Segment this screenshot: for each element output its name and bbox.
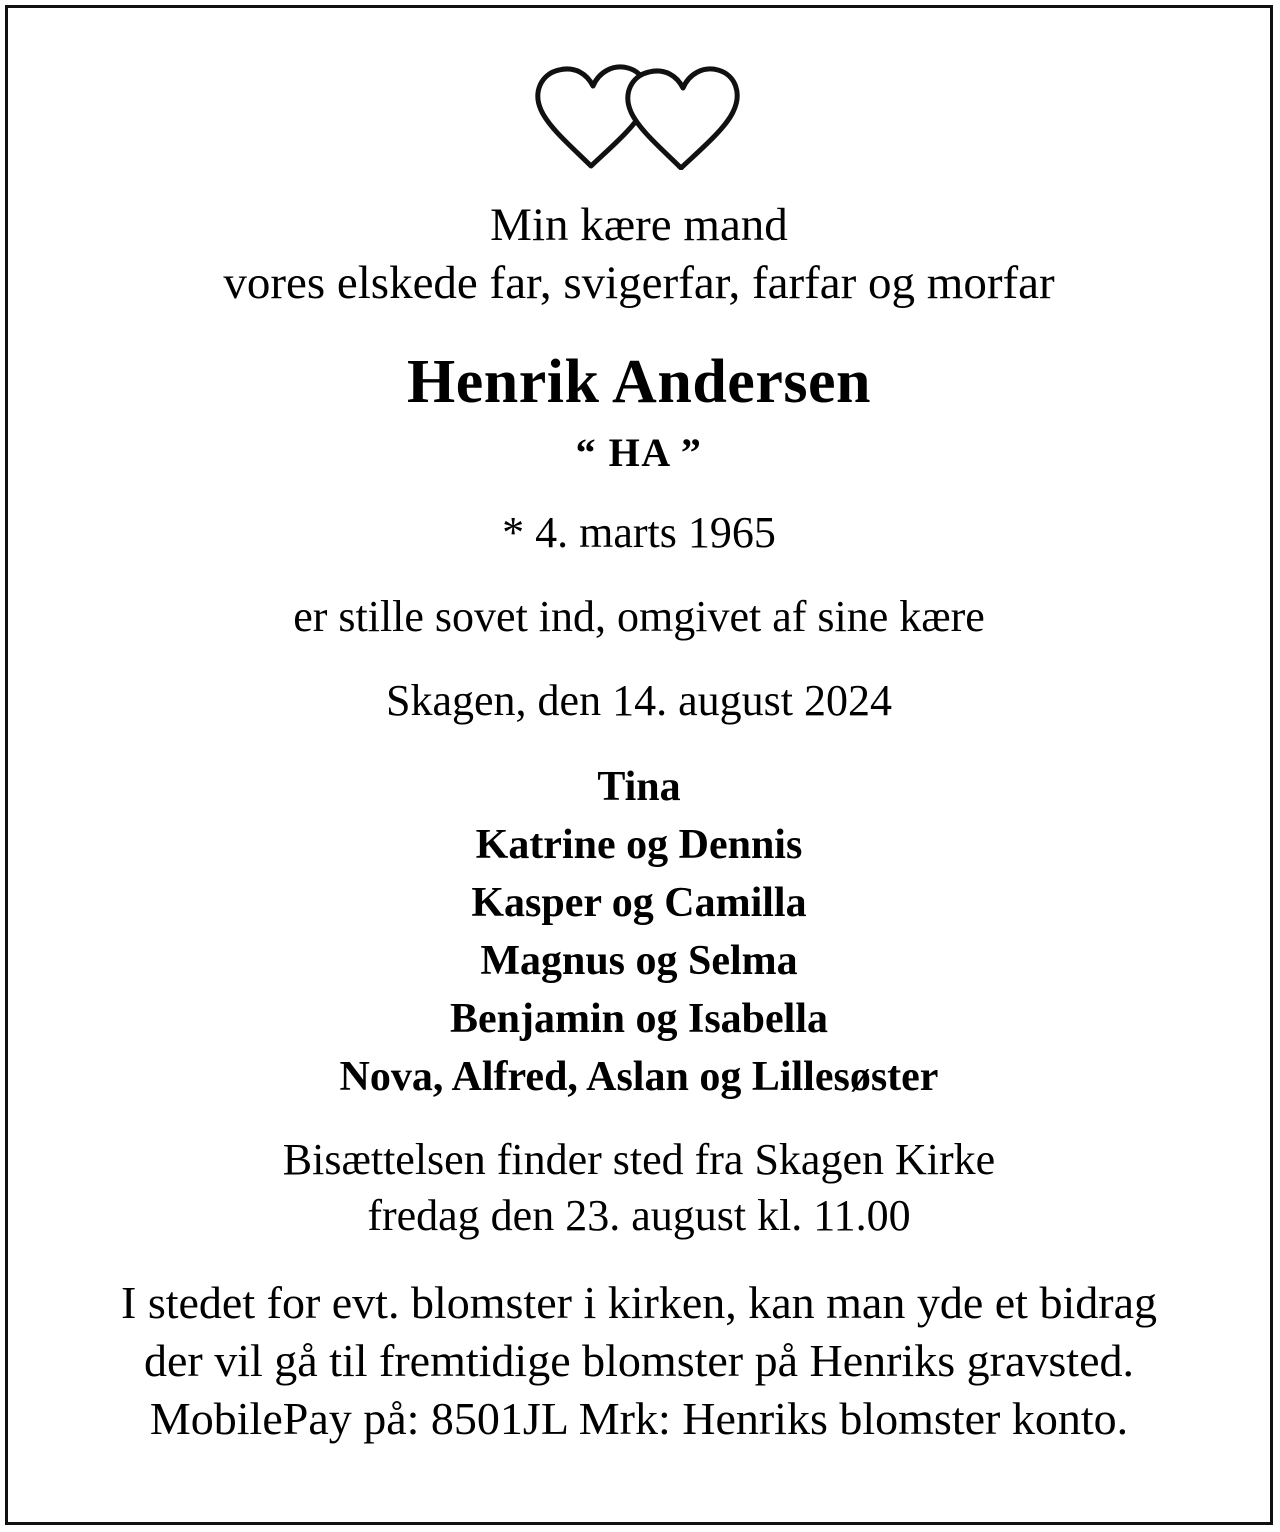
survivor-line: Tina (597, 764, 681, 810)
passing-text: er stille sovet ind, omgivet af sine kære (293, 592, 985, 641)
deceased-name: Henrik Andersen (407, 348, 871, 416)
survivor-line: Benjamin og Isabella (449, 996, 829, 1042)
donation-line-2: der vil gå til fremtidige blomster på Henriks gravsted. (143, 1335, 1134, 1386)
ceremony-line-1: Bisættelsen finder sted fra Skagen Kirke (282, 1135, 996, 1184)
salutation-line-1: Min kære mand (490, 199, 788, 251)
obituary-notice-frame (5, 5, 1273, 1525)
donation-line-3: MobilePay på: 8501JL Mrk: Henriks blomster konto. (149, 1393, 1129, 1444)
salutation-line-2: vores elskede far, svigerfar, farfar og morfar (223, 257, 1055, 309)
survivor-line: Kasper og Camilla (471, 880, 807, 926)
ceremony-line-2: fredag den 23. august kl. 11.00 (367, 1191, 911, 1240)
place-and-date: Skagen, den 14. august 2024 (386, 676, 892, 725)
nickname: “ HA ” (575, 430, 703, 475)
birth-date: * 4. marts 1965 (502, 508, 776, 557)
survivors-list (8, 758, 1270, 1106)
survivor-line: Magnus og Selma (480, 938, 798, 984)
ceremony-details (8, 1132, 1270, 1244)
donation-instructions (8, 1274, 1270, 1448)
double-hearts-icon (529, 54, 749, 170)
obituary-content (8, 8, 1270, 1522)
survivor-line: Katrine og Dennis (475, 822, 803, 868)
survivor-line: Nova, Alfred, Aslan og Lillesøster (339, 1054, 939, 1100)
donation-line-1: I stedet for evt. blomster i kirken, kan man yde et bidrag (121, 1277, 1157, 1328)
salutation (8, 196, 1270, 312)
